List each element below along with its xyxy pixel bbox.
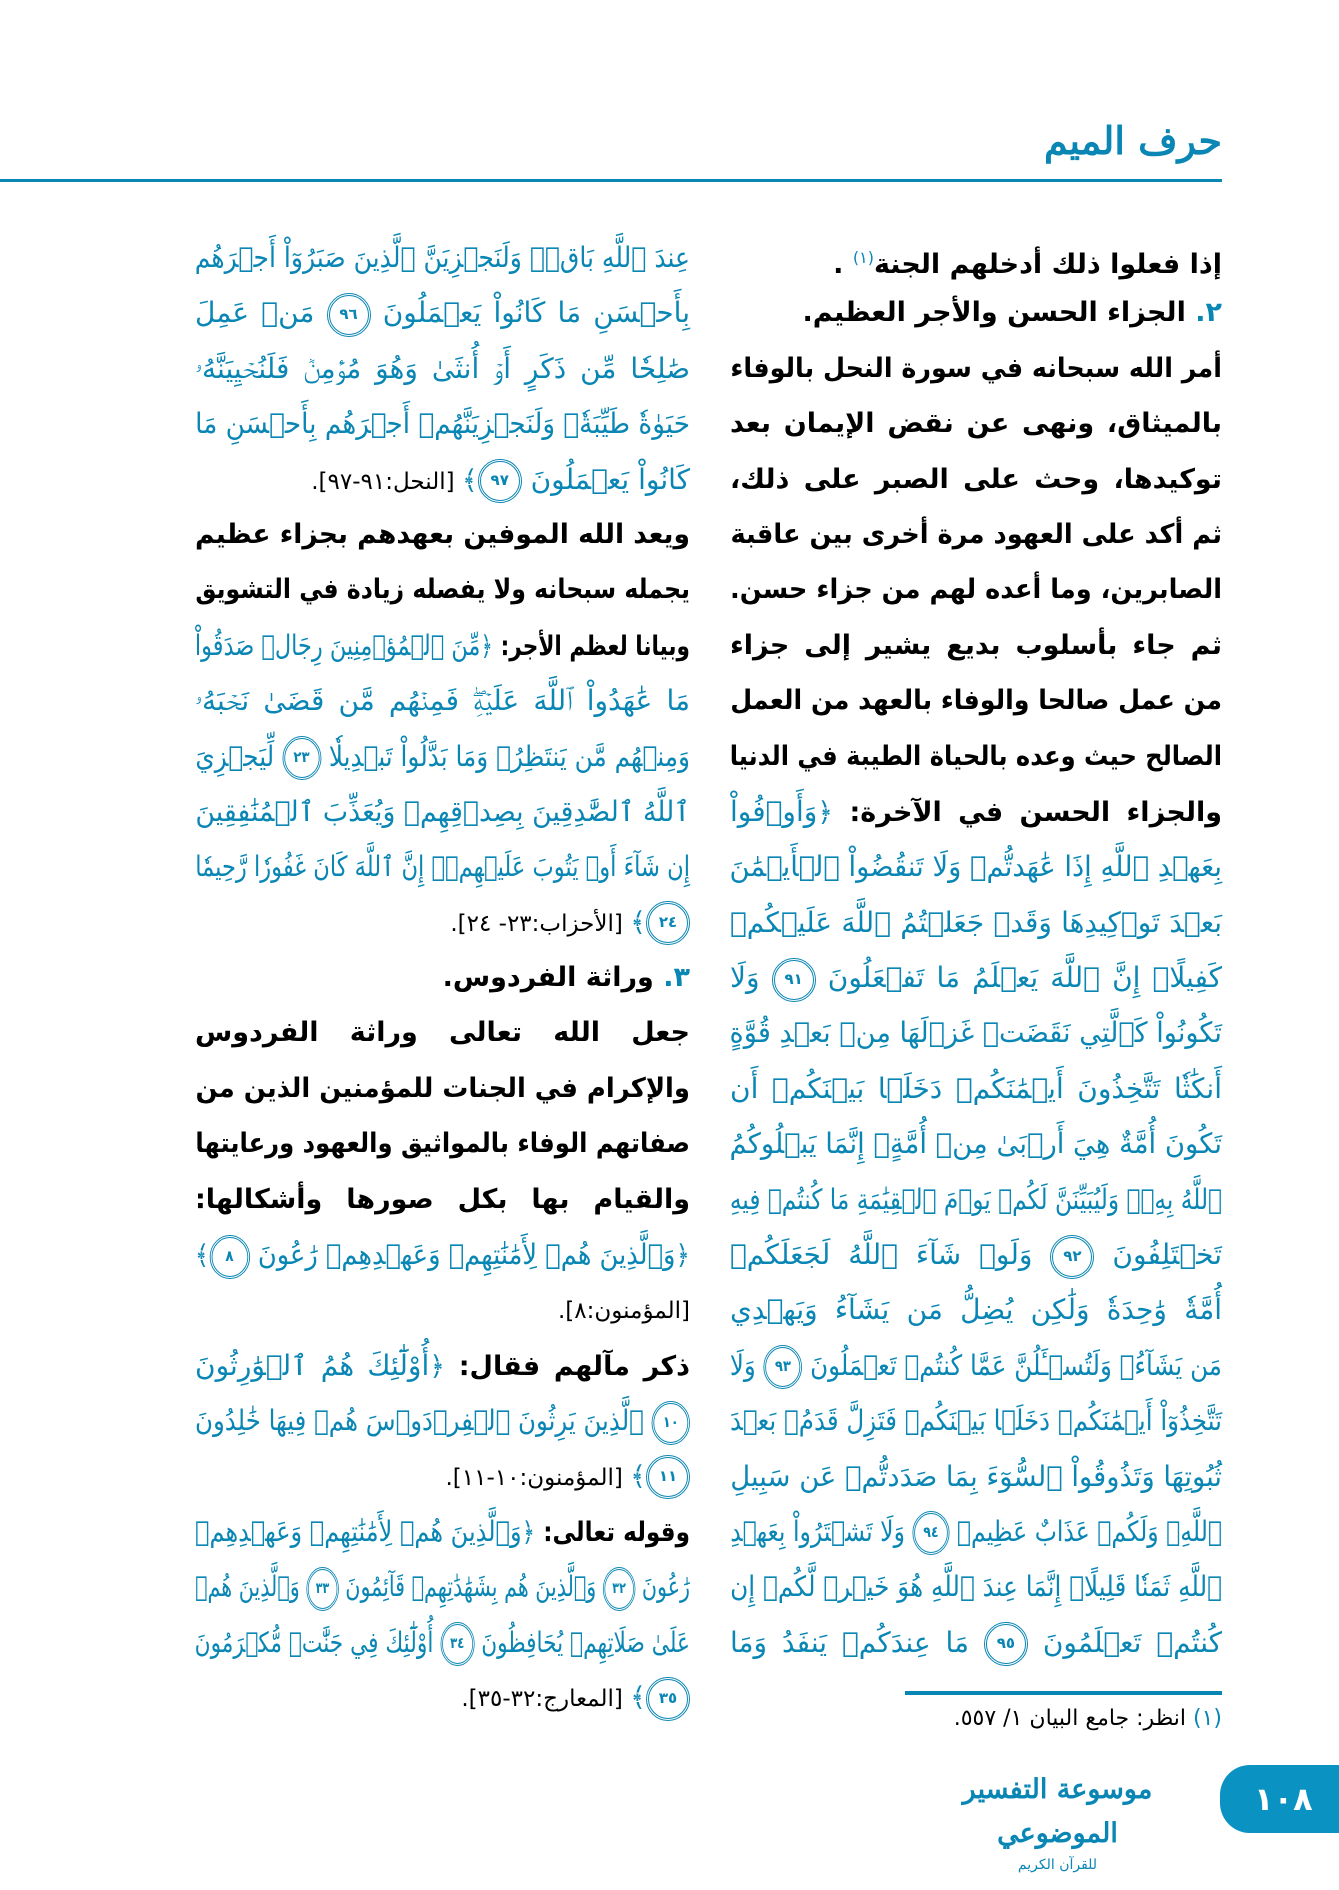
body-text: ويعد الله الموفين بعهدهم بجزاء عظيم [194,518,690,550]
quran-bracket-ornament: ﴾ [461,464,478,496]
ayah-number-marker: ٩١ [772,958,816,1002]
quran-text: وَلَوۡ شَآءَ ٱللَّهُ لَجَعَلَكُمۡ [730,1238,1051,1272]
verse-reference: [المؤمنون:٨]. [558,1298,690,1325]
quran-text: كَفِيلًاۚ إِنَّ ٱللَّهَ يَعۡلَمُ مَا تَفۡعَلُونَ [815,961,1223,995]
quran-text: أُمَّةٗ وَٰحِدَةٗ وَلَٰكِن يُضِلُّ مَن يَشَآءُ وَيَهۡدِي [730,1293,1222,1327]
body-text: ثم أكد على العهود مرة أخرى بين عاقبة [730,518,1222,550]
ayah-number-marker: ٣٥ [646,1677,690,1721]
quran-text: تَخۡتَلِفُونَ [1094,1238,1222,1272]
quran-text: بِأَحۡسَنِ مَا كَانُواْ يَعۡمَلُونَ [370,296,690,330]
quran-text: وَلَا [729,1348,764,1382]
body-text: توكيدها، وحث على الصبر على ذلك، [730,463,1222,495]
quran-text: ثُبُوتِهَا وَتَذُوقُواْ ٱلسُّوٓءَ بِمَا صَدَدتُّمۡ عَن سَبِيلِ [730,1459,1222,1493]
text-line [730,230,1222,285]
quran-text: ٱللَّهُ بِهِۦۚ وَلَيُبَيِّنَنَّ لَكُمۡ يَوۡمَ ٱلۡقِيَٰمَةِ مَا كُنتُمۡ فِيهِ [729,1182,1222,1216]
ayah-number-marker: ٢٣ [282,736,321,780]
text-line [729,1172,1222,1227]
body-text: الصالح حيث وعده بالحياة الطيبة في الدنيا [729,740,1222,772]
body-text: وبيانا لعظم الأجر: [493,630,690,662]
text-line [195,1005,690,1060]
chapter-title: حرف الميم [1044,118,1222,163]
text-line [195,562,690,617]
quran-bracket-ornament: ﴿ [480,630,494,662]
body-text: الصابرين، وما أعده لهم من جزاء حسن. [730,574,1222,606]
text-line [730,452,1222,507]
quran-text: وَمِنۡهُم مَّن يَنتَظِرُۖ وَمَا بَدَّلُواْ تَبۡدِيلٗا [320,739,690,773]
page-number-tab [1220,1765,1339,1833]
footnote-divider [905,1691,1222,1695]
body-text: صفاتهم الوفاء بالمواثيق والعهود ورعايتها [195,1128,690,1160]
footnote-reference: (١) [852,248,874,267]
header-divider [0,179,1222,182]
ayah-number-marker: ٩٧ [478,459,522,503]
ayah-number-marker: ٣٤ [440,1622,474,1666]
text-line [730,1449,1222,1504]
quran-text: لِّيَجۡزِيَ [195,739,283,773]
page-number: ١٠٨ [1254,1780,1313,1818]
text-line [195,950,690,1005]
footnote-text: انظر: جامع البيان ١/ ٥٥٧. [953,1706,1193,1731]
text-line [730,507,1222,562]
text-line [195,1504,690,1559]
text-line [195,452,690,507]
quran-text: بَعۡدَ تَوۡكِيدِهَا وَقَدۡ جَعَلۡتُمُ ٱللَّهَ عَلَيۡكُمۡ [730,905,1222,939]
quran-bracket-ornament: ﴾ [630,906,646,938]
body-text: أمر الله سبحانه في سورة النحل بالوفاء [730,352,1222,384]
quran-text: إِن شَآءَ أَوۡ يَتُوبَ عَلَيۡهِمۡۚ إِنَّ ٱللَّهَ كَانَ غَفُورٗا رَّحِيمٗا [195,850,690,884]
text-line [730,618,1222,673]
ayah-number-marker: ١١ [646,1455,690,1499]
text-line [194,507,690,562]
ayah-number-marker: ٨ [209,1235,249,1279]
quran-text: كَانُواْ يَعۡمَلُونَ [521,462,690,496]
ayah-number-marker: ٩٤ [912,1511,949,1555]
quran-text: تَكُونُواْ كَٱلَّتِي نَقَضَتۡ غَزۡلَهَا مِنۢ بَعۡدِ قُوَّةٍ [729,1016,1222,1050]
text-line [195,1393,690,1448]
body-text: . [833,249,853,280]
ayah-number-marker: ٣٣ [306,1567,338,1611]
quran-text: وَلَا تَشۡتَرُواْ بِعَهۡدِ [730,1514,913,1548]
quran-bracket-ornament: ﴾ [194,1240,210,1272]
section-number: ٣. [653,962,690,994]
text-line [730,1282,1222,1337]
quran-text: وَٱلَّذِينَ هُم بِشَهَٰدَٰتِهِمۡ قَآئِمُونَ [338,1570,603,1604]
quran-bracket-ornament: ﴿ [429,1350,446,1382]
text-line [195,396,691,451]
text-line [730,1504,1222,1559]
text-line [194,618,690,673]
quran-text: بِعَهۡدِ ٱللَّهِ إِذَا عَٰهَدتُّمۡ وَلَا تَنقُضُواْ ٱلۡأَيۡمَٰنَ [729,850,1222,884]
text-line [730,1615,1222,1670]
text-line [730,396,1222,451]
logo-subtitle: للقرآن الكريم [1017,1857,1098,1873]
text-line [195,1338,690,1393]
body-text: والجزاء الحسن في الآخرة: [833,796,1222,828]
text-line [730,1227,1222,1282]
quran-text: أُوْلَٰٓئِكَ هُمُ ٱلۡوَٰرِثُونَ [195,1348,430,1382]
body-text: وراثة الفردوس. [442,962,654,994]
text-line [730,673,1222,728]
text-line [195,784,691,839]
text-line [195,1282,690,1337]
quran-text: مَنۡ عَمِلَ [195,296,327,330]
verse-reference: [النحل:٩١-٩٧]. [311,468,462,495]
quran-bracket-ornament: ﴿ [817,796,834,828]
body-text: الجزاء الحسن والأجر العظيم. [802,297,1186,329]
text-line [195,1172,690,1227]
quran-text: وَلَا [730,961,772,995]
body-text: جعل الله تعالى وراثة الفردوس [195,1017,690,1049]
ayah-number-marker: ١٠ [652,1401,690,1445]
text-line [195,1670,690,1725]
text-line [730,1061,1222,1116]
quran-text: مَا عَٰهَدُواْ ٱللَّهَ عَلَيۡهِۖ فَمِنۡهُم مَّن قَضَىٰ نَحۡبَهُۥ [195,684,690,718]
text-line [194,1615,690,1670]
body-text: والإكرام في الجنات للمؤمنين الذين من [195,1072,690,1104]
quran-text: وَأَوۡفُواْ [730,794,818,828]
text-line [729,729,1222,784]
body-text: والقيام بها بكل صورها وأشكالها: [195,1183,690,1215]
text-line [195,729,690,784]
quran-text: صَٰلِحٗا مِّن ذَكَرٍ أَوۡ أُنثَىٰ وَهُوَ مُؤۡمِنٞ فَلَنُحۡيِيَنَّهُۥ [195,351,690,385]
quran-text: تَتَّخِذُوٓاْ أَيۡمَٰنَكُمۡ دَخَلَۢا بَيۡنَكُمۡ فَتَزِلَّ قَدَمُۢ بَعۡدَ [729,1404,1222,1438]
text-line [730,950,1222,1005]
ayah-number-marker: ٢٤ [646,901,690,945]
text-line [194,230,691,285]
quran-text: ٱللَّهِ ثَمَنٗا قَلِيلًاۚ إِنَّمَا عِندَ ٱللَّهِ هُوَ خَيۡرٞ لَّكُمۡ إِن [730,1570,1222,1604]
text-line [195,1449,690,1504]
text-line [195,895,690,950]
text-line [195,839,690,894]
ayah-number-marker: ٩٦ [327,293,371,337]
quran-text: حَيَوٰةٗ طَيِّبَةٗۖ وَلَنَجۡزِيَنَّهُمۡ أَجۡرَهُم بِأَحۡسَنِ مَا [195,407,691,441]
text-line [729,1116,1222,1171]
text-line [730,562,1222,617]
text-line [195,341,690,396]
quran-bracket-ornament: ﴾ [630,1682,646,1714]
body-text: ثم جاء بأسلوب بديع يشير إلى جزاء [730,629,1222,661]
quran-text: ٱلَّذِينَ يَرِثُونَ ٱلۡفِرۡدَوۡسَ هُمۡ فِيهَا خَٰلِدُونَ [195,1404,652,1438]
quran-text: وَٱلَّذِينَ هُمۡ لِأَمَٰنَٰتِهِمۡ وَعَهۡدِهِمۡ [195,1514,522,1548]
text-line [730,1559,1222,1614]
body-text: بالميثاق، ونهى عن نقض الإيمان بعد [730,408,1222,440]
verse-reference: [المؤمنون:١٠-١١]. [445,1464,631,1491]
text-line [729,1005,1222,1060]
ayah-number-marker: ٩٣ [764,1345,803,1389]
quran-text: تَكُونَ أُمَّةٌ هِيَ أَرۡبَىٰ مِنۡ أُمَّةٍۚ إِنَّمَا يَبۡلُوكُمُ [729,1127,1222,1161]
quran-text: مِّنَ ٱلۡمُؤۡمِنِينَ رِجَالٞ صَدَقُواْ [194,628,481,662]
ayah-number-marker: ٩٢ [1050,1235,1094,1279]
text-line [195,285,690,340]
encyclopedia-logo [930,1768,1185,1873]
quran-text: كُنتُمۡ تَعۡلَمُونَ [1027,1625,1223,1659]
footnote-number: (١) [1192,1706,1222,1731]
ayah-number-marker: ٩٥ [984,1622,1028,1666]
footnote [954,1706,1222,1731]
text-line [195,673,690,728]
body-text: يجمله سبحانه ولا يفصله زيادة في التشويق [195,574,690,606]
quran-bracket-ornament: ﴿ [675,1240,690,1272]
quran-text: عِندَ ٱللَّهِ بَاقٖۗ وَلَنَجۡزِيَنَّ ٱلَّذِينَ صَبَرُوٓاْ أَجۡرَهُم [194,241,691,274]
body-text: وقوله تعالى: [535,1516,690,1548]
quran-text: وَٱلَّذِينَ هُمۡ [195,1570,307,1604]
right-text-column [730,230,1222,1670]
left-text-column [195,230,690,1726]
verse-reference: [الأحزاب:٢٣- ٢٤]. [450,910,631,937]
verse-reference: [المعارج:٣٢-٣٥]. [461,1686,631,1713]
body-text: من عمل صالحا والوفاء بالعهد من العمل [730,685,1222,717]
text-line [729,1338,1222,1393]
text-line [195,1116,690,1171]
quran-text: مَن يَشَآءُۚ وَلَتُسۡـَٔلُنَّ عَمَّا كُنتُمۡ تَعۡمَلُونَ [802,1348,1222,1382]
ayah-number-marker: ٣٢ [603,1567,635,1611]
quran-text: ٱللَّهِۖ وَلَكُمۡ عَذَابٌ عَظِيمٞ [949,1514,1222,1548]
text-line [195,1061,690,1116]
body-text: إذا فعلوا ذلك أدخلهم الجنة [873,249,1222,280]
quran-bracket-ornament: ﴿ [521,1516,536,1548]
text-line [730,895,1222,950]
text-line [194,1227,690,1282]
quran-text: عَلَىٰ صَلَاتِهِمۡ يُحَافِظُونَ [474,1625,690,1659]
quran-bracket-ornament: ﴾ [630,1460,646,1492]
text-line [729,1393,1222,1448]
text-line [730,784,1222,839]
text-line [729,839,1222,894]
quran-text: وَٱلَّذِينَ هُمۡ لِأَمَٰنَٰتِهِمۡ وَعَهۡدِهِمۡ رَٰعُونَ [249,1238,676,1272]
logo-title: موسوعة التفسير الموضوعي [962,1774,1153,1849]
quran-text: أَنكَٰثٗا تَتَّخِذُونَ أَيۡمَٰنَكُمۡ دَخَلَۢا بَيۡنَكُمۡ أَن [730,1071,1222,1105]
section-number: ٢. [1185,297,1222,329]
quran-text: ٱللَّهُ ٱلصَّٰدِقِينَ بِصِدۡقِهِمۡ وَيُعَذِّبَ ٱلۡمُنَٰفِقِينَ [195,794,691,828]
body-text: ذكر مآلهم فقال: [445,1350,690,1382]
quran-text: مَا عِندَكُمۡ يَنفَدُ وَمَا [730,1625,984,1659]
text-line [730,341,1222,396]
quran-text: أُوْلَٰٓئِكَ فِي جَنَّٰتٖ مُّكۡرَمُونَ [194,1625,441,1659]
text-line [730,285,1222,340]
quran-text: رَٰعُونَ [635,1570,690,1604]
text-line [195,1559,690,1614]
